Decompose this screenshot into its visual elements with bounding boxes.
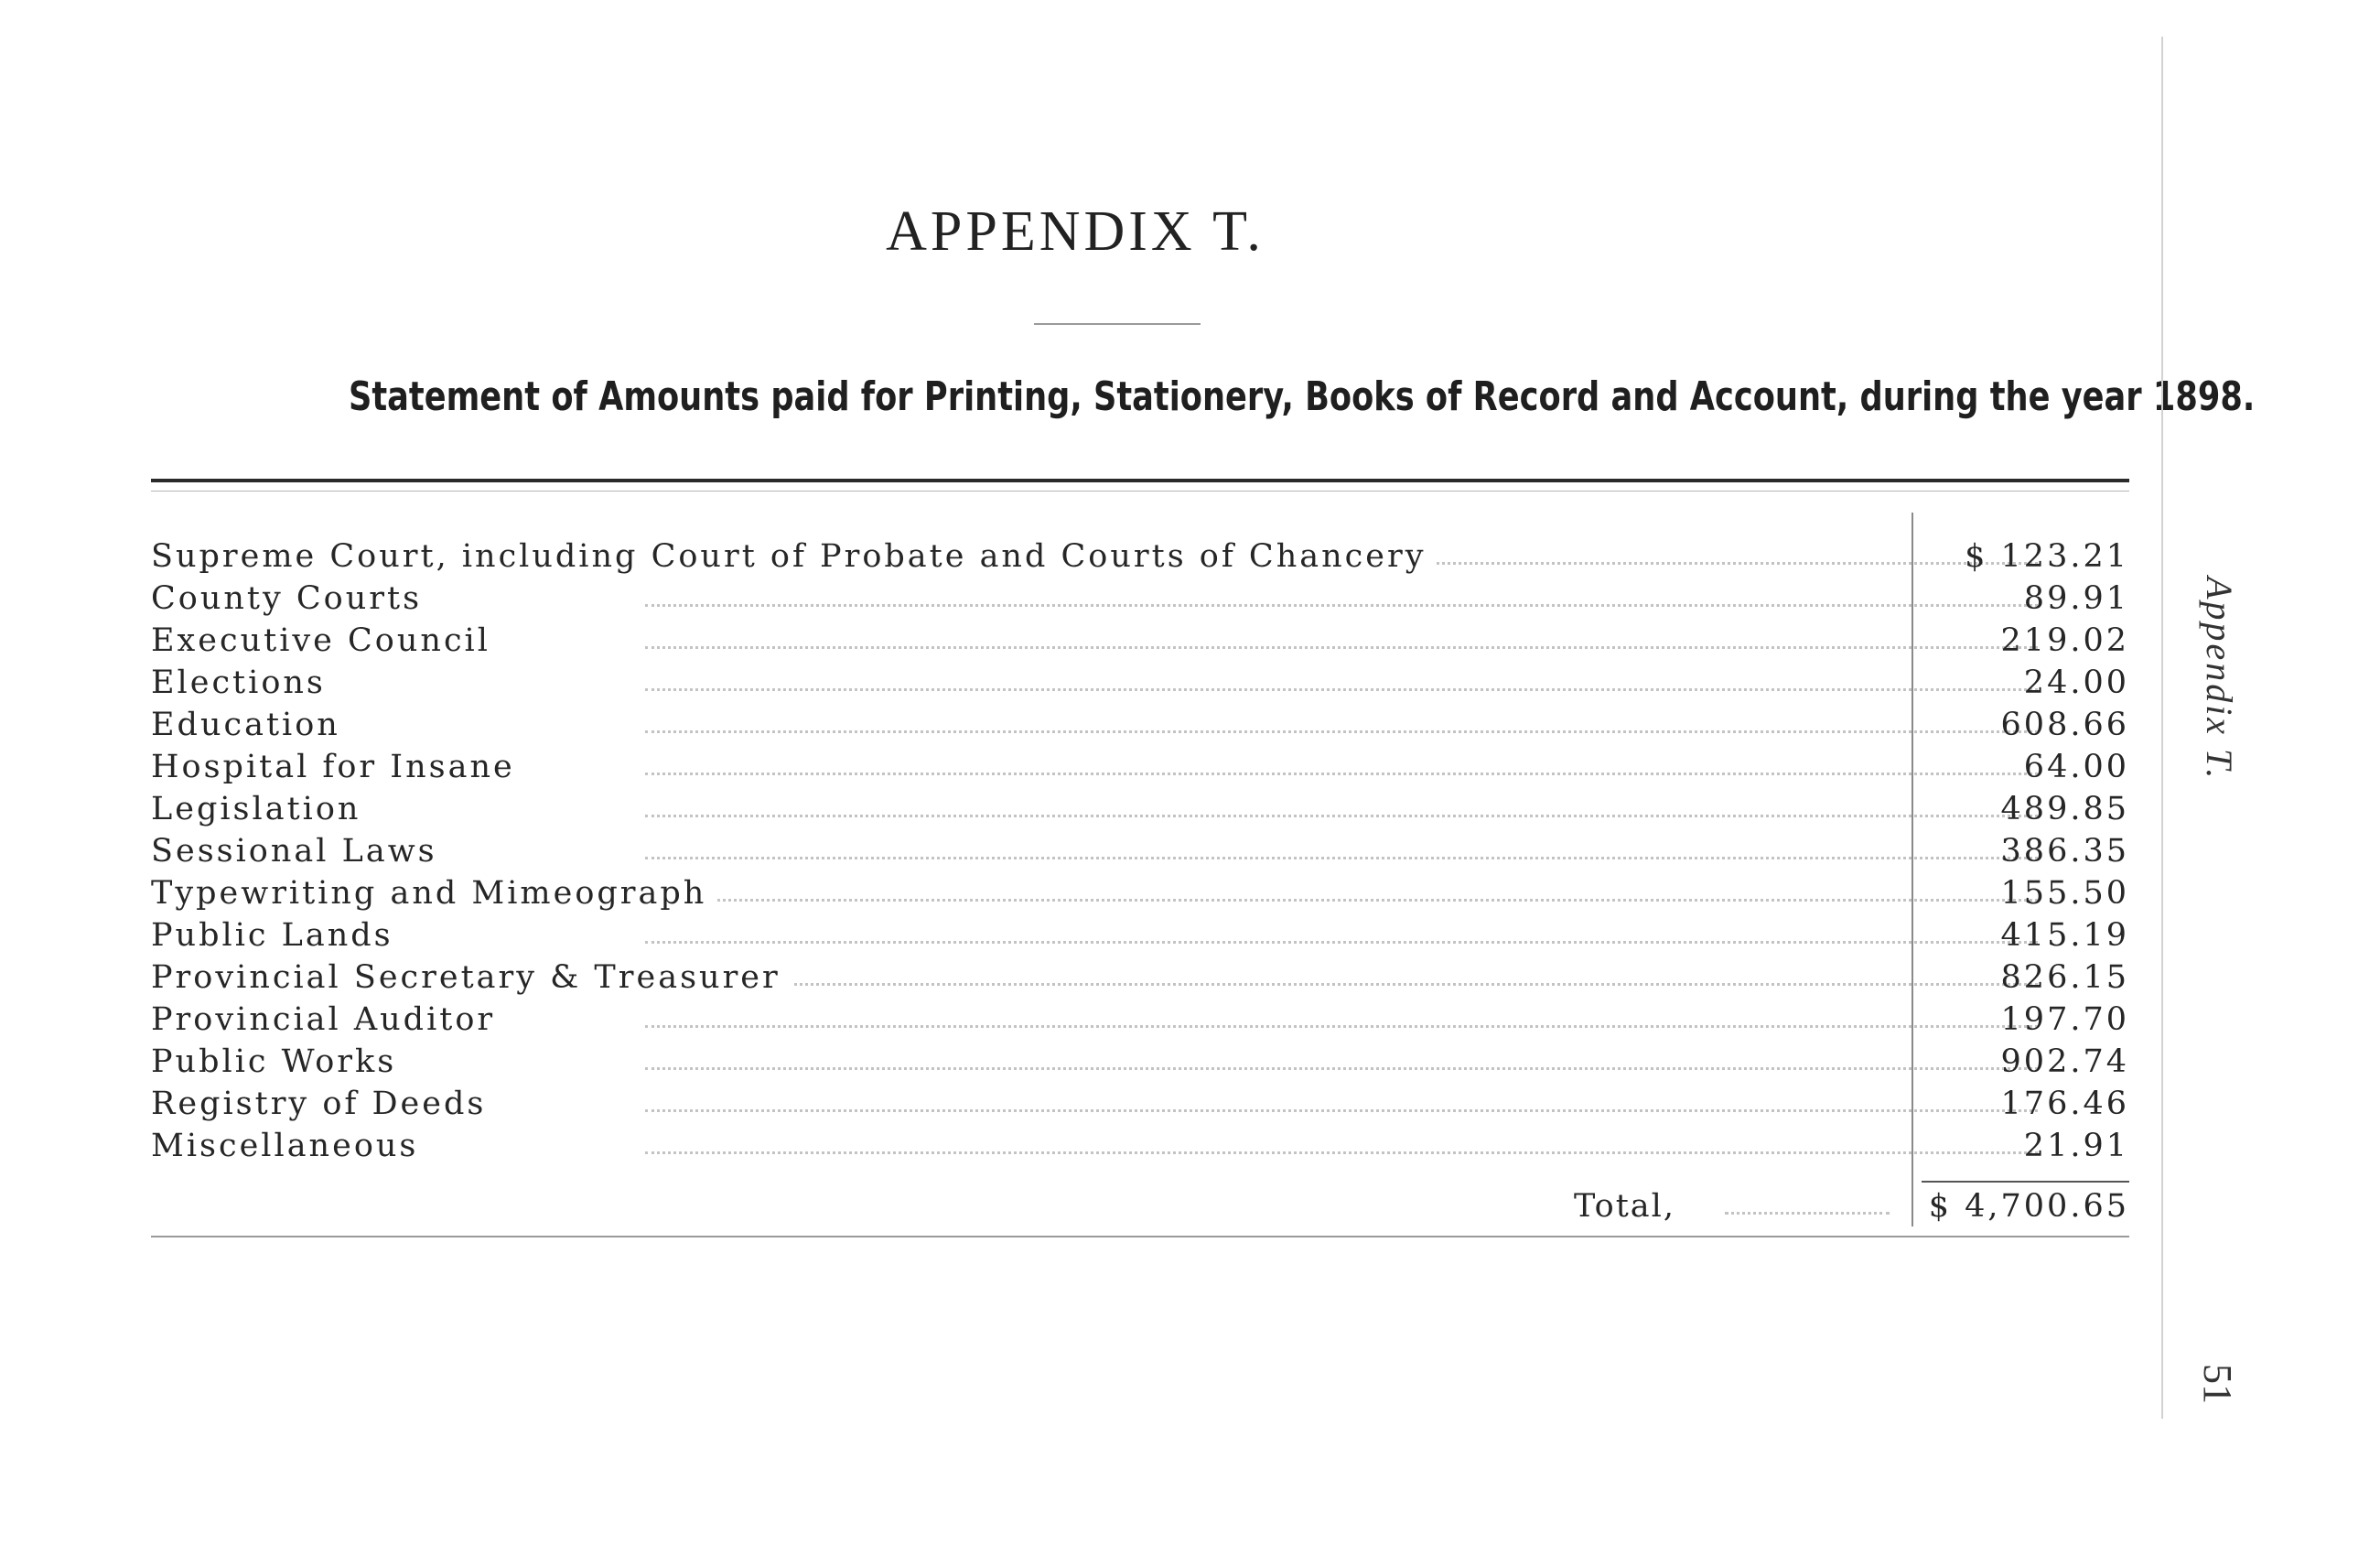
- row-amount: 219.02: [2000, 622, 2129, 659]
- leader-dots: [645, 983, 2038, 986]
- row-label: Sessional Laws: [151, 833, 448, 870]
- row-amount: 24.00: [2023, 665, 2129, 701]
- leader-dots: [645, 646, 2038, 649]
- leader-dots: [645, 688, 2038, 691]
- page-edge-line: [2161, 37, 2163, 1419]
- table-row: [151, 1128, 2129, 1170]
- leader-dots: [645, 857, 2038, 859]
- table-row: [151, 791, 2129, 833]
- table-row: [151, 707, 2129, 749]
- row-amount: 415.19: [2000, 917, 2129, 954]
- table-bottom-rule: [151, 1236, 2129, 1237]
- page-number: 51: [2195, 1364, 2240, 1404]
- table-top-thin-rule: [151, 491, 2129, 492]
- total-label: Total,: [1574, 1188, 1675, 1225]
- table-row: [151, 917, 2129, 959]
- row-amount: 64.00: [2023, 749, 2129, 785]
- row-amount: 89.91: [2023, 580, 2129, 617]
- table-top-rule: [151, 479, 2129, 482]
- row-label: Executive Council: [151, 622, 501, 659]
- row-amount: 902.74: [2000, 1043, 2129, 1080]
- row-label: Miscellaneous: [151, 1128, 429, 1164]
- leader-dots: [645, 1067, 2038, 1070]
- row-amount: 21.91: [2023, 1128, 2129, 1164]
- table-row: [151, 1043, 2129, 1086]
- leader-dots: [645, 773, 2038, 775]
- leader-dots: [645, 1109, 2038, 1112]
- table-row: [151, 959, 2129, 1001]
- row-amount: 176.46: [2000, 1086, 2129, 1122]
- total-amount: $ 4,700.65: [1928, 1188, 2129, 1225]
- leader-dots: [645, 730, 2038, 733]
- row-amount: 608.66: [2000, 707, 2129, 743]
- row-label: Typewriting and Mimeograph: [151, 875, 717, 912]
- table-row: [151, 1001, 2129, 1043]
- margin-note: Appendix T.: [2199, 577, 2240, 782]
- row-label: Provincial Secretary & Treasurer: [151, 959, 792, 996]
- row-amount: 386.35: [2000, 833, 2129, 870]
- row-amount: 197.70: [2000, 1001, 2129, 1038]
- row-label: Public Works: [151, 1043, 407, 1080]
- leader-dots: [645, 604, 2038, 607]
- leader-dots: [645, 899, 2038, 902]
- leader-dots: [645, 1025, 2038, 1028]
- table-row: [151, 665, 2129, 707]
- row-label: Supreme Court, including Court of Probate and Courts of Chancery: [151, 538, 1437, 575]
- row-label: Provincial Auditor: [151, 1001, 506, 1038]
- appendix-heading: APPENDIX T.: [886, 200, 1265, 263]
- table-row: [151, 749, 2129, 791]
- row-amount: 826.15: [2000, 959, 2129, 996]
- leader-dots: [1725, 1212, 1890, 1215]
- row-amount: $ 123.21: [1965, 538, 2129, 575]
- row-amount: 155.50: [2000, 875, 2129, 912]
- table-row: [151, 875, 2129, 917]
- table-row: [151, 622, 2129, 665]
- sum-rule: [1922, 1181, 2129, 1183]
- row-label: Registry of Deeds: [151, 1086, 497, 1122]
- leader-dots: [645, 1151, 2038, 1154]
- row-label: Education: [151, 707, 351, 743]
- table-row: [151, 580, 2129, 622]
- row-label: Legislation: [151, 791, 372, 827]
- leader-dots: [645, 941, 2038, 944]
- total-row: [151, 1188, 2129, 1230]
- table-row: [151, 1086, 2129, 1128]
- row-label: County Courts: [151, 580, 433, 617]
- statement-title: Statement of Amounts paid for Printing, Stationery, Books of Record and Account, during the year 1898.: [349, 373, 2256, 420]
- row-label: Hospital for Insane: [151, 749, 526, 785]
- row-amount: 489.85: [2000, 791, 2129, 827]
- table-row: [151, 833, 2129, 875]
- leader-dots: [645, 815, 2038, 817]
- table-row: [151, 538, 2129, 580]
- row-label: Public Lands: [151, 917, 404, 954]
- heading-divider: [1034, 323, 1201, 325]
- row-label: Elections: [151, 665, 337, 701]
